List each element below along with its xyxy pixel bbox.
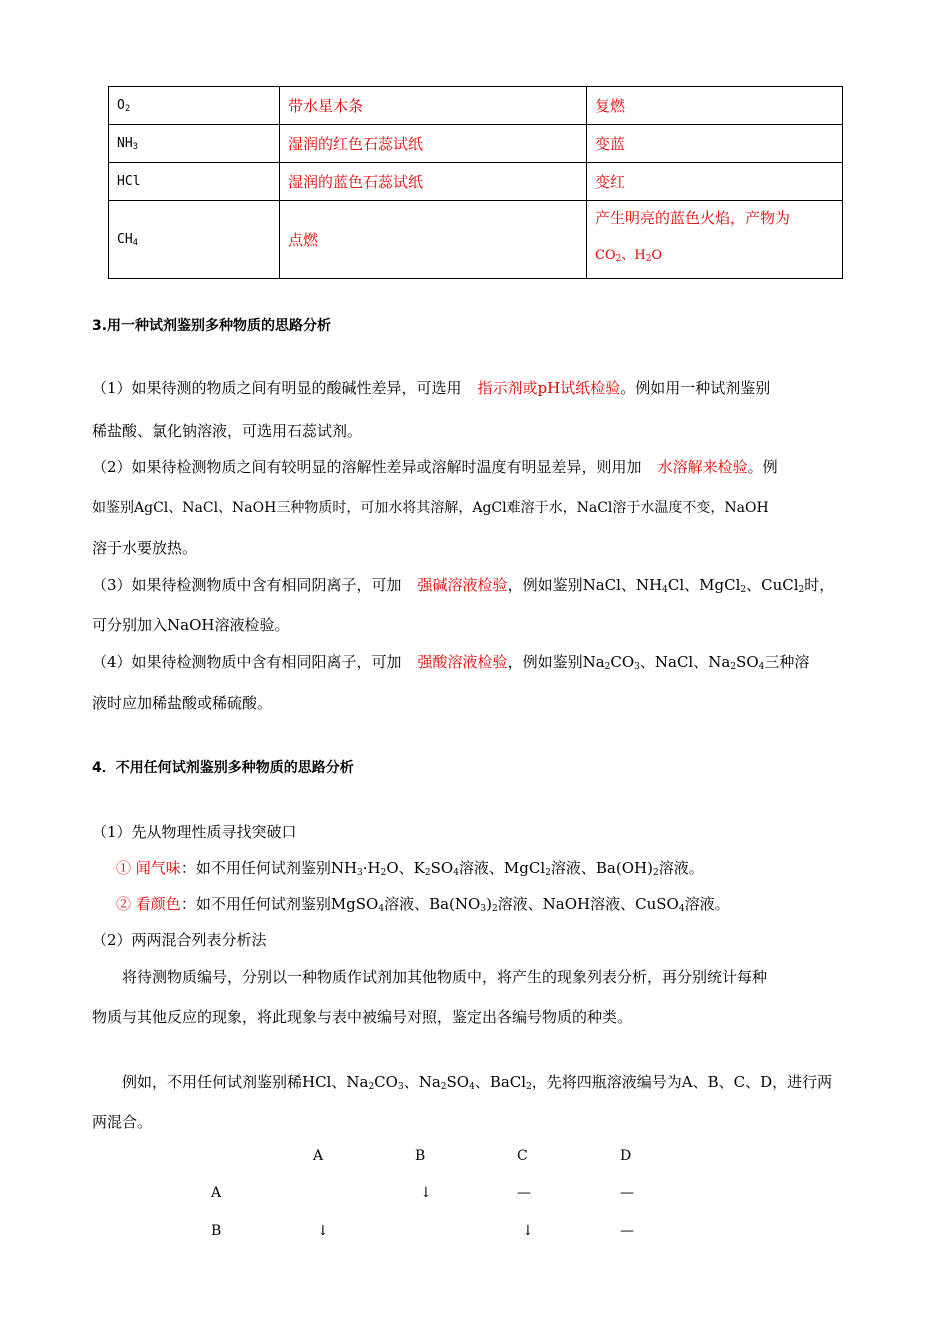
table-row: [109, 201, 843, 279]
matrix-cell: —: [517, 1185, 531, 1201]
s4-q2-para-line2: 物质与其他反应的现象，将此现象与表中被编号对照，鉴定出各编号物质的种类。: [92, 1008, 633, 1026]
s3-p3-line2: 可分别加入NaOH溶液检验。: [92, 616, 290, 634]
matrix-col-header: B: [415, 1148, 426, 1164]
gas-cell: $CH_4$: [109, 201, 280, 279]
example-line1: 例如，不用任何试剂鉴别稀HCl、$Na_2CO_3$、$Na_2SO_4$、BaCl$_2$，先将四瓶溶液编号为A、B、C、D，进行两: [122, 1073, 833, 1092]
reagent-cell: 湿润的蓝色石蕊试纸: [280, 163, 587, 201]
s3-p1-line2: 稀盐酸、氯化钠溶液，可选用石蕊试剂。: [92, 422, 363, 440]
matrix-cell: —: [620, 1185, 634, 1201]
section-4-title: 4．不用任何试剂鉴别多种物质的思路分析: [92, 760, 354, 776]
example-line2: 两混合。: [92, 1113, 153, 1131]
matrix-col-header: C: [517, 1148, 528, 1164]
s3-p2-line3: 溶于水要放热。: [92, 539, 198, 557]
s4-q1a: ① 闻气味：如不用任何试剂鉴别$NH_3\cdot H_2O$、$K_2SO_4$溶液、MgCl$_2$溶液、$Ba(OH)_2$溶液。: [116, 859, 704, 878]
matrix-cell: ↓: [522, 1223, 534, 1239]
table-row: [109, 163, 843, 201]
matrix-cell: —: [620, 1223, 634, 1239]
s3-p4-line1: （4）如果待检测物质中含有相同阳离子，可加 强酸溶液检验，例如鉴别$Na_2CO_3$、NaCl、$Na_2SO_4$三种溶: [92, 653, 810, 672]
table-row: [109, 125, 843, 163]
s4-q2-para-line1: 将待测物质编号，分别以一种物质作试剂加其他物质中，将产生的现象列表分析，再分别统计每种: [122, 968, 768, 986]
gas-test-table: [108, 86, 843, 279]
s3-p1-line1: （1）如果待测的物质之间有明显的酸碱性差异，可选用 指示剂或pH试纸检验。例如用一种试剂鉴别: [92, 379, 771, 397]
matrix-cell: ↓: [317, 1223, 329, 1239]
result-cell: 产生明亮的蓝色火焰，产物为 $CO_2$、$H_2O$: [587, 201, 843, 279]
section-3-title: 3.用一种试剂鉴别多种物质的思路分析: [92, 318, 332, 334]
reagent-cell: 点燃: [280, 201, 587, 279]
gas-cell: $O_2$: [109, 87, 280, 125]
reagent-cell: 带水星木条: [280, 87, 587, 125]
gas-cell: HCl: [109, 163, 280, 201]
s4-q1b: ② 看颜色：如不用任何试剂鉴别MgSO$_4$溶液、$Ba(NO_3)_2$溶液、NaOH溶液、CuSO$_4$溶液。: [116, 895, 730, 914]
s4-q2: （2）两两混合列表分析法: [92, 931, 267, 949]
s3-p4-line2: 液时应加稀盐酸或稀硫酸。: [92, 694, 273, 712]
matrix-col-header: A: [313, 1148, 324, 1164]
result-cell: 变蓝: [587, 125, 843, 163]
matrix-col-header: D: [620, 1148, 632, 1164]
s3-p3-line1: （3）如果待检测物质中含有相同阴离子，可加 强碱溶液检验，例如鉴别NaCl、$NH_4Cl$、MgCl$_2$、CuCl$_2$时，: [92, 576, 835, 595]
reagent-cell: 湿润的红色石蕊试纸: [280, 125, 587, 163]
matrix-cell: ↓: [420, 1185, 432, 1201]
s3-p2-line1: （2）如果待检测物质之间有较明显的溶解性差异或溶解时温度有明显差异，则用加 水溶解来检验。例: [92, 458, 778, 476]
gas-cell: $NH_3$: [109, 125, 280, 163]
result-cell: 复燃: [587, 87, 843, 125]
table-row: [109, 87, 843, 125]
matrix-row-label: A: [211, 1185, 222, 1201]
s3-p2-line2: 如鉴别AgCl、NaCl、NaOH三种物质时，可加水将其溶解，AgCl难溶于水，NaCl溶于水温度不变，NaOH: [92, 500, 769, 516]
matrix-row-label: B: [211, 1223, 222, 1239]
s4-q1: （1）先从物理性质寻找突破口: [92, 823, 297, 841]
result-cell: 变红: [587, 163, 843, 201]
